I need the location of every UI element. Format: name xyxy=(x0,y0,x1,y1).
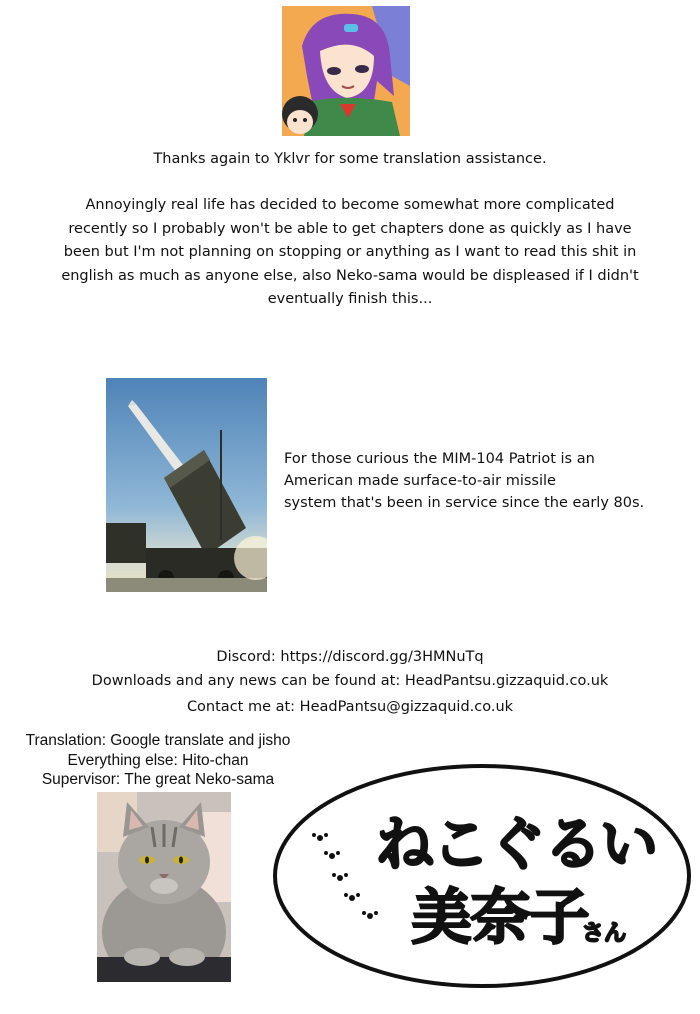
series-title-logo xyxy=(270,758,694,998)
note-line: been but I'm not planning on stopping or anything as I want to read this shit in xyxy=(63,244,637,260)
note-line: recently so I probably won't be able to get chapters done as quickly as I have xyxy=(68,220,632,237)
staff-translation: Translation: Google translate and jisho xyxy=(25,732,291,749)
logo-line1: ねこぐるい xyxy=(375,810,657,878)
caption-line: system that's been in service since the early 80s. xyxy=(284,495,645,511)
caption-line: For those curious the MIM-104 Patriot is an xyxy=(284,451,595,467)
anime-character-illustration xyxy=(282,6,410,136)
note-line: Annoyingly real life has decided to become somewhat more complicated xyxy=(85,197,615,213)
patriot-missile-photo xyxy=(106,378,267,592)
translator-note xyxy=(60,194,640,312)
discord-link[interactable]: Discord: https://discord.gg/3HMNuTq xyxy=(216,649,484,665)
logo-suffix: さん xyxy=(581,921,627,946)
staff-everything-else: Everything else: Hito-chan xyxy=(67,752,249,769)
staff-supervisor: Supervisor: The great Neko-sama xyxy=(41,771,275,788)
patriot-caption xyxy=(284,448,664,514)
thanks-text: Thanks again to Yklvr for some translation assistance. xyxy=(153,151,547,167)
contact-link[interactable]: Contact me at: HeadPantsu@gizzaquid.co.uk xyxy=(186,699,514,715)
cat-photo xyxy=(97,792,231,982)
note-line: eventually finish this... xyxy=(267,291,433,307)
caption-line: American made surface-to-air missile xyxy=(284,473,556,489)
downloads-link[interactable]: Downloads and any news can be found at: HeadPantsu.gizzaquid.co.uk xyxy=(91,673,609,689)
note-line: english as much as anyone else, also Neko-sama would be displeased if I didn't xyxy=(61,267,639,284)
logo-line2: 美奈子 xyxy=(411,883,589,953)
